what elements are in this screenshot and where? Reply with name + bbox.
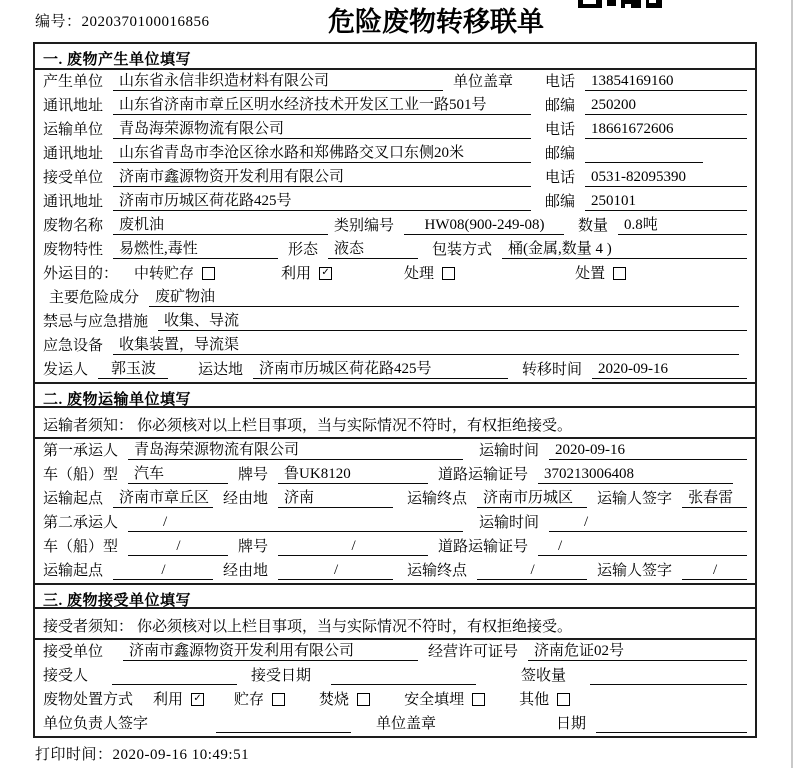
route2-via-value: / bbox=[278, 561, 393, 580]
accept-date-label: 接受日期 bbox=[251, 668, 312, 684]
row-route1 bbox=[35, 487, 755, 511]
section1-title: 一. 废物产生单位填写 bbox=[35, 44, 755, 70]
signoff-label: 单位负责人签字 bbox=[43, 716, 149, 732]
route2-end-value: / bbox=[477, 561, 587, 580]
row-receiver-address bbox=[35, 190, 755, 214]
transport-notice bbox=[35, 408, 755, 439]
row-carrier1 bbox=[35, 439, 755, 463]
disposal-option-use-label: 利用 bbox=[153, 692, 184, 708]
vehicle2-permit-label: 道路运输证号 bbox=[438, 539, 529, 555]
waste-qty-label: 数量 bbox=[578, 218, 609, 234]
vehicle1-value: 汽车 bbox=[128, 465, 228, 484]
signed-qty-value bbox=[590, 667, 747, 685]
disposal-option-landfill bbox=[404, 688, 485, 709]
qr-code-fragment bbox=[578, 0, 664, 8]
row-producer bbox=[35, 70, 755, 94]
route2-sign-label: 运输人签字 bbox=[597, 563, 673, 579]
waste-form-label: 形态 bbox=[288, 242, 319, 258]
row-vehicle2 bbox=[35, 535, 755, 559]
purpose-option-dispose-label: 处置 bbox=[575, 266, 606, 282]
receiver-value: 济南市鑫源物资开发利用有限公司 bbox=[113, 168, 531, 187]
section2-title: 二. 废物运输单位填写 bbox=[35, 382, 755, 408]
transporter-phone-value: 18661672606 bbox=[585, 120, 747, 139]
disposal-label: 废物处置方式 bbox=[43, 692, 134, 708]
transporter-zip-value bbox=[585, 145, 703, 163]
purpose-option-treat bbox=[404, 262, 455, 283]
disposal-option-burn bbox=[319, 688, 370, 709]
manifest-form bbox=[33, 42, 757, 738]
transporter-label: 运输单位 bbox=[43, 122, 104, 138]
accept-unit-label: 接受单位 bbox=[43, 644, 104, 660]
vehicle1-permit-label: 道路运输证号 bbox=[438, 467, 529, 483]
disposal-store-checkbox bbox=[272, 693, 285, 706]
row-waste-props bbox=[35, 238, 755, 262]
vehicle1-plate-label: 牌号 bbox=[238, 467, 269, 483]
producer-phone-value: 13854169160 bbox=[585, 72, 747, 91]
accept-notice bbox=[35, 609, 755, 640]
disposal-option-store bbox=[234, 688, 285, 709]
producer-zip-label: 邮编 bbox=[545, 98, 576, 114]
route1-sign-value: 张春雷 bbox=[682, 489, 747, 508]
shipper-time-value: 2020-09-16 bbox=[592, 360, 747, 379]
purpose-option-use-label: 利用 bbox=[281, 266, 312, 282]
receiver-zip-label: 邮编 bbox=[545, 194, 576, 210]
receiver-zip-value: 250101 bbox=[585, 192, 747, 211]
vehicle2-plate-label: 牌号 bbox=[238, 539, 269, 555]
route1-via-label: 经由地 bbox=[223, 491, 269, 507]
vehicle1-permit-value: 370213006408 bbox=[538, 465, 733, 484]
route1-via-value: 济南 bbox=[278, 489, 393, 508]
carrier1-time-label: 运输时间 bbox=[479, 443, 540, 459]
producer-value: 山东省永信非织造材料有限公司 bbox=[113, 72, 443, 91]
purpose-treat-checkbox bbox=[442, 267, 455, 280]
disposal-option-store-label: 贮存 bbox=[234, 692, 265, 708]
acceptor-value bbox=[112, 667, 237, 685]
row-producer-address bbox=[35, 94, 755, 118]
disposal-other-checkbox bbox=[557, 693, 570, 706]
signoff-value bbox=[216, 715, 351, 733]
row-transporter-address bbox=[35, 142, 755, 166]
carrier2-time-label: 运输时间 bbox=[479, 515, 540, 531]
waste-code-value: HW08(900-249-08) bbox=[404, 216, 564, 235]
waste-pack-value: 桶(金属,数量 4 ) bbox=[502, 240, 747, 259]
row-accept-unit bbox=[35, 640, 755, 664]
receiver-phone-value: 0531-82095390 bbox=[585, 168, 747, 187]
producer-seal-label: 单位盖章 bbox=[452, 74, 513, 90]
signoff-seal-label: 单位盖章 bbox=[376, 716, 437, 732]
waste-name-label: 废物名称 bbox=[43, 218, 104, 234]
purpose-option-use bbox=[281, 262, 332, 283]
vehicle2-value: / bbox=[128, 537, 228, 556]
accept-date-value bbox=[331, 667, 476, 685]
waste-props-value: 易燃性,毒性 bbox=[113, 240, 278, 259]
transporter-zip-label: 邮编 bbox=[545, 146, 576, 162]
row-waste-name bbox=[35, 214, 755, 238]
transporter-address-value: 山东省青岛市李沧区徐水路和郑佛路交叉口东侧20米 bbox=[113, 144, 531, 163]
disposal-option-other-label: 其他 bbox=[519, 692, 550, 708]
waste-pack-label: 包装方式 bbox=[432, 242, 493, 258]
disposal-option-burn-label: 焚烧 bbox=[319, 692, 350, 708]
purpose-dispose-checkbox bbox=[613, 267, 626, 280]
acceptor-label: 接受人 bbox=[43, 668, 89, 684]
row-disposal bbox=[35, 688, 755, 712]
document-header bbox=[0, 0, 796, 42]
disposal-option-other bbox=[519, 688, 570, 709]
carrier1-label: 第一承运人 bbox=[43, 443, 119, 459]
transporter-value: 青岛海荣源物流有限公司 bbox=[113, 120, 531, 139]
window-edge bbox=[791, 0, 793, 768]
route2-sign-value: / bbox=[682, 561, 747, 580]
waste-code-label: 类别编号 bbox=[334, 218, 395, 234]
route1-start-label: 运输起点 bbox=[43, 491, 104, 507]
receiver-phone-label: 电话 bbox=[545, 170, 576, 186]
route2-end-label: 运输终点 bbox=[407, 563, 468, 579]
hazard-value: 废矿物油 bbox=[149, 288, 739, 307]
route1-start-value: 济南市章丘区 bbox=[113, 489, 213, 508]
signoff-date-label: 日期 bbox=[556, 716, 587, 732]
disposal-option-landfill-label: 安全填埋 bbox=[404, 692, 465, 708]
purpose-transfer-checkbox bbox=[202, 267, 215, 280]
waste-form-value: 液态 bbox=[328, 240, 418, 259]
print-time-label: 打印时间： bbox=[35, 747, 113, 763]
shipper-dest-value: 济南市历城区荷花路425号 bbox=[253, 360, 508, 379]
measures-value: 收集、导流 bbox=[158, 312, 747, 331]
waste-qty-value: 0.8吨 bbox=[618, 216, 747, 235]
shipper-label: 发运人 bbox=[43, 362, 89, 378]
section3-title: 三. 废物接受单位填写 bbox=[35, 583, 755, 609]
row-route2 bbox=[35, 559, 755, 583]
route1-end-label: 运输终点 bbox=[407, 491, 468, 507]
purpose-option-transfer bbox=[134, 262, 215, 283]
serial-value: 2020370100016856 bbox=[81, 14, 210, 30]
shipper-value: 郭玉波 bbox=[98, 360, 168, 379]
accept-notice-text: 你必须核对以上栏目事项，当与实际情况不符时，有权拒绝接受。 bbox=[137, 619, 573, 635]
purpose-use-checkbox: ✓ bbox=[319, 267, 332, 280]
serial-label: 编号： bbox=[35, 14, 82, 30]
signed-qty-label: 签收量 bbox=[521, 668, 567, 684]
purpose-label: 外运目的： bbox=[43, 266, 119, 282]
signoff-date-value bbox=[596, 715, 747, 733]
row-vehicle1 bbox=[35, 463, 755, 487]
row-receiver bbox=[35, 166, 755, 190]
vehicle2-permit-value: / bbox=[538, 537, 747, 556]
measures-label: 禁忌与应急措施 bbox=[43, 314, 149, 330]
row-hazard bbox=[35, 286, 755, 310]
purpose-option-treat-label: 处理 bbox=[404, 266, 435, 282]
route2-via-label: 经由地 bbox=[223, 563, 269, 579]
license-value: 济南危证02号 bbox=[528, 642, 747, 661]
accept-notice-label: 接受者须知： bbox=[43, 619, 134, 635]
receiver-address-value: 济南市历城区荷花路425号 bbox=[113, 192, 531, 211]
waste-name-value: 废机油 bbox=[113, 216, 328, 235]
row-carrier2 bbox=[35, 511, 755, 535]
purpose-option-transfer-label: 中转贮存 bbox=[134, 266, 195, 282]
row-transporter bbox=[35, 118, 755, 142]
license-label: 经营许可证号 bbox=[428, 644, 519, 660]
carrier2-label: 第二承运人 bbox=[43, 515, 119, 531]
disposal-burn-checkbox bbox=[357, 693, 370, 706]
print-time bbox=[35, 743, 796, 764]
receiver-label: 接受单位 bbox=[43, 170, 104, 186]
receiver-address-label: 通讯地址 bbox=[43, 194, 104, 210]
carrier2-time-value: / bbox=[549, 513, 747, 532]
disposal-use-checkbox: ✓ bbox=[191, 693, 204, 706]
hazard-label: 主要危险成分 bbox=[49, 290, 140, 306]
accept-unit-value: 济南市鑫源物资开发利用有限公司 bbox=[123, 642, 418, 661]
vehicle1-plate-value: 鲁UK8120 bbox=[278, 465, 428, 484]
equipment-value: 收集装置，导流渠 bbox=[113, 336, 739, 355]
producer-zip-value: 250200 bbox=[585, 96, 747, 115]
transporter-phone-label: 电话 bbox=[545, 122, 576, 138]
producer-address-value: 山东省济南市章丘区明水经济技术开发区工业一路501号 bbox=[113, 96, 531, 115]
vehicle2-plate-value: / bbox=[278, 537, 428, 556]
shipper-time-label: 转移时间 bbox=[522, 362, 583, 378]
shipper-dest-label: 运达地 bbox=[198, 362, 244, 378]
row-shipper bbox=[35, 358, 755, 382]
row-acceptor bbox=[35, 664, 755, 688]
carrier1-value: 青岛海荣源物流有限公司 bbox=[128, 441, 463, 460]
producer-label: 产生单位 bbox=[43, 74, 104, 90]
purpose-option-dispose bbox=[575, 262, 626, 283]
row-measures bbox=[35, 310, 755, 334]
serial-number bbox=[35, 10, 210, 31]
route2-start-label: 运输起点 bbox=[43, 563, 104, 579]
vehicle1-label: 车（船）型 bbox=[43, 467, 119, 483]
equipment-label: 应急设备 bbox=[43, 338, 104, 354]
print-time-value: 2020-09-16 10:49:51 bbox=[112, 747, 250, 763]
waste-props-label: 废物特性 bbox=[43, 242, 104, 258]
route2-start-value: / bbox=[113, 561, 213, 580]
route1-end-value: 济南市历城区 bbox=[477, 489, 587, 508]
transport-notice-text: 你必须核对以上栏目事项，当与实际情况不符时，有权拒绝接受。 bbox=[137, 418, 573, 434]
carrier1-time-value: 2020-09-16 bbox=[549, 441, 747, 460]
producer-address-label: 通讯地址 bbox=[43, 98, 104, 114]
carrier2-value: / bbox=[128, 513, 463, 532]
disposal-landfill-checkbox bbox=[472, 693, 485, 706]
producer-phone-label: 电话 bbox=[545, 74, 576, 90]
row-equipment bbox=[35, 334, 755, 358]
disposal-option-use bbox=[153, 688, 204, 709]
transporter-address-label: 通讯地址 bbox=[43, 146, 104, 162]
transport-notice-label: 运输者须知： bbox=[43, 418, 134, 434]
vehicle2-label: 车（船）型 bbox=[43, 539, 119, 555]
row-signoff bbox=[35, 712, 755, 736]
row-purpose bbox=[35, 262, 755, 286]
page-title: 危险废物转移联单 bbox=[328, 7, 544, 37]
route1-sign-label: 运输人签字 bbox=[597, 491, 673, 507]
